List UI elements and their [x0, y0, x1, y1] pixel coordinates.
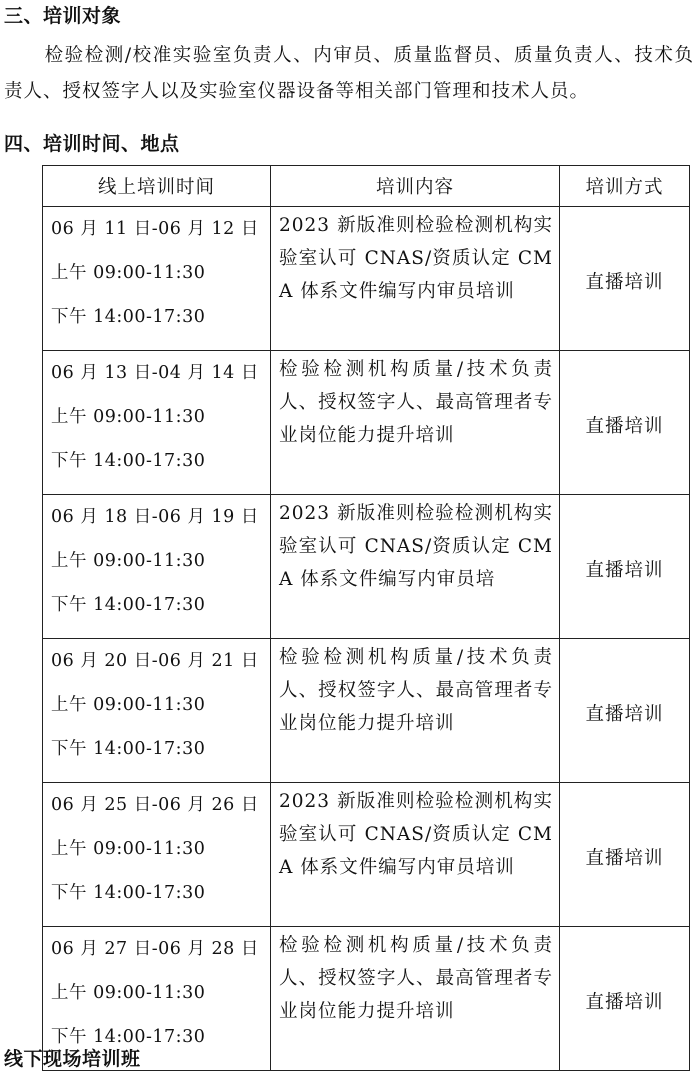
schedule-table [42, 165, 690, 1071]
training-audience-text: 检验检测/校准实验室负责人、内审员、质量监督员、质量负责人、技术负责人、授权签字人以及实验室仪器设备等相关部门管理和技术人员。 [4, 45, 694, 102]
content-cell: 检验检测机构质量/技术负责人、授权签字人、最高管理者专业岗位能力提升培训 [271, 927, 560, 1071]
table-row [43, 351, 690, 495]
afternoon-session: 下午 14:00-17:30 [51, 451, 206, 471]
afternoon-session: 下午 14:00-17:30 [51, 739, 206, 759]
table-row [43, 783, 690, 927]
offline-training-heading: 线下现场培训班 [4, 1048, 141, 1070]
afternoon-session: 下午 14:00-17:30 [51, 1027, 206, 1047]
content-cell: 2023 新版准则检验检测机构实验室认可 CNAS/资质认定 CMA 体系文件编写内审员培训 [271, 207, 560, 351]
table-row [43, 639, 690, 783]
time-cell [43, 639, 271, 783]
morning-session: 上午 09:00-11:30 [51, 839, 206, 859]
section-3-paragraph [4, 38, 694, 110]
morning-session: 上午 09:00-11:30 [51, 695, 206, 715]
afternoon-session: 下午 14:00-17:30 [51, 595, 206, 615]
content-cell: 检验检测机构质量/技术负责人、授权签字人、最高管理者专业岗位能力提升培训 [271, 351, 560, 495]
time-cell [43, 783, 271, 927]
date-range: 06 月 11 日-06 月 12 日 [51, 219, 259, 239]
method-cell: 直播培训 [560, 783, 690, 927]
date-range: 06 月 20 日-06 月 21 日 [51, 651, 259, 671]
afternoon-session: 下午 14:00-17:30 [51, 883, 206, 903]
table-row [43, 207, 690, 351]
header-online-time: 线上培训时间 [43, 166, 271, 207]
morning-session: 上午 09:00-11:30 [51, 983, 206, 1003]
section-3-heading: 三、培训对象 [4, 5, 122, 27]
header-method: 培训方式 [560, 166, 690, 207]
time-cell [43, 495, 271, 639]
morning-session: 上午 09:00-11:30 [51, 551, 206, 571]
table-row [43, 495, 690, 639]
date-range: 06 月 27 日-06 月 28 日 [51, 939, 259, 959]
time-cell [43, 351, 271, 495]
method-cell: 直播培训 [560, 639, 690, 783]
method-cell: 直播培训 [560, 927, 690, 1071]
table-header-row [43, 166, 690, 207]
date-range: 06 月 13 日-04 月 14 日 [51, 363, 259, 383]
content-cell: 2023 新版准则检验检测机构实验室认可 CNAS/资质认定 CMA 体系文件编写内审员培 [271, 495, 560, 639]
time-cell [43, 207, 271, 351]
afternoon-session: 下午 14:00-17:30 [51, 307, 206, 327]
method-cell: 直播培训 [560, 351, 690, 495]
header-content: 培训内容 [271, 166, 560, 207]
method-cell: 直播培训 [560, 495, 690, 639]
method-cell: 直播培训 [560, 207, 690, 351]
date-range: 06 月 25 日-06 月 26 日 [51, 795, 259, 815]
morning-session: 上午 09:00-11:30 [51, 263, 206, 283]
morning-session: 上午 09:00-11:30 [51, 407, 206, 427]
date-range: 06 月 18 日-06 月 19 日 [51, 507, 259, 527]
content-cell: 检验检测机构质量/技术负责人、授权签字人、最高管理者专业岗位能力提升培训 [271, 639, 560, 783]
content-cell: 2023 新版准则检验检测机构实验室认可 CNAS/资质认定 CMA 体系文件编写内审员培训 [271, 783, 560, 927]
section-4-heading: 四、培训时间、地点 [4, 133, 180, 155]
